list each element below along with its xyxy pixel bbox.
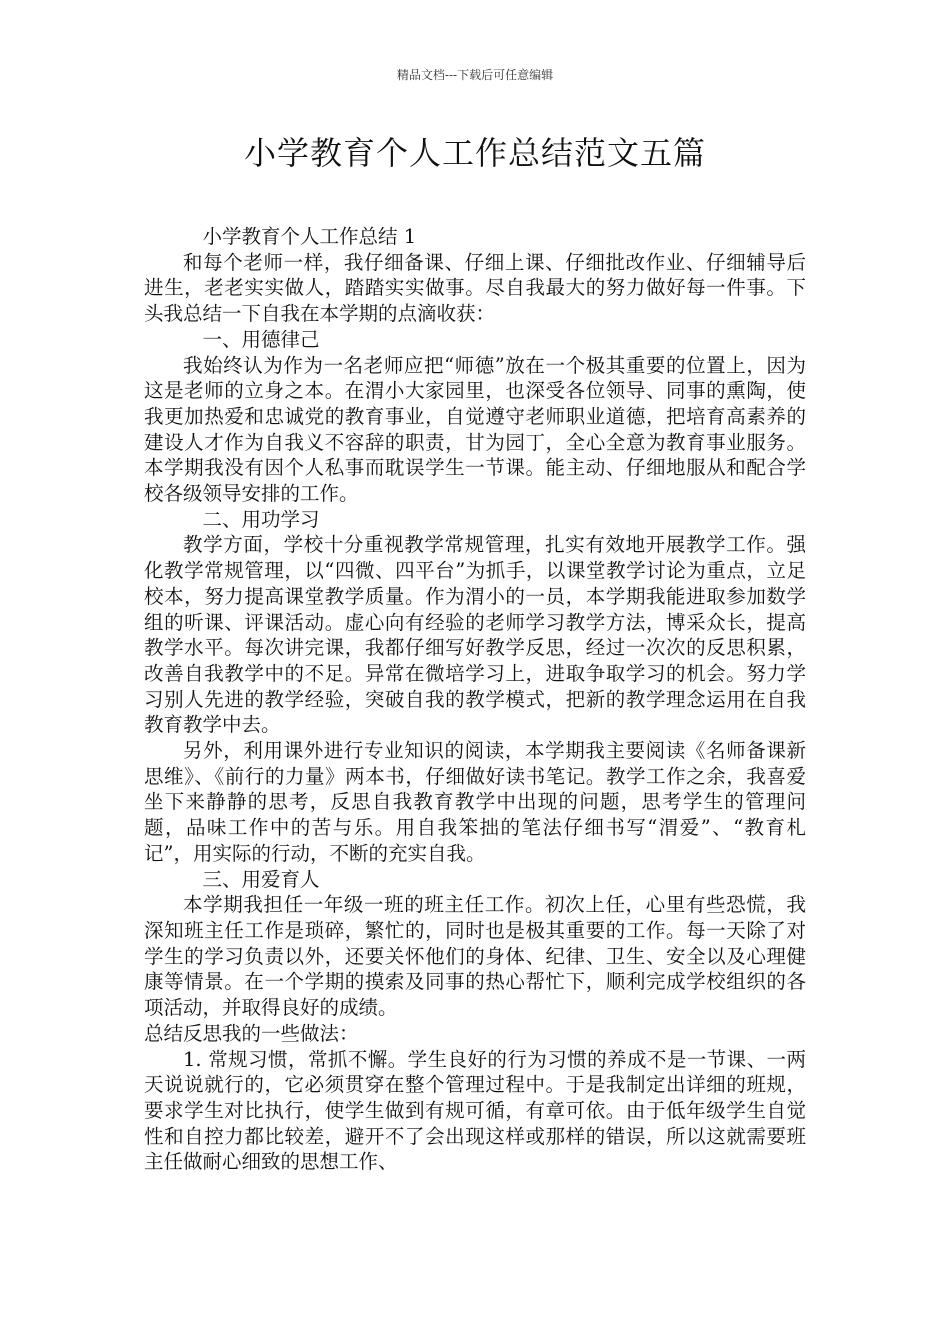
body-paragraph: 我始终认为作为一名老师应把“师德”放在一个极其重要的位置上，因为这是老师的立身之本。在渭小大家园里，也深受各位领导、同事的熏陶，使我更加热爱和忠诚党的教育事业，自觉遵守老师职业道德，把培育高素养的建设人才作为自我义不容辞的职责，甘为园丁，全心全意为教育事业服务。本学期我没有因个人私事而耽误学生一节课。能主动、仔细地服从和配合学校各级领导安排的工作。	[144, 353, 806, 506]
body-paragraph: 本学期我担任一年级一班的班主任工作。初次上任，心里有些恐慌，我深知班主任工作是琐碎，繁忙的，同时也是极其重要的工作。每一天除了对学生的学习负责以外，还要关怀他们的身体、纪律、卫生、安全以及心理健康等情景。在一个学期的摸索及同事的热心帮忙下，顺利完成学校组织的各项活动，并取得良好的成绩。	[144, 893, 806, 1020]
body-paragraph: 总结反思我的一些做法：	[144, 1021, 359, 1045]
body-paragraph: 1. 常规习惯，常抓不懈。学生良好的行为习惯的养成不是一节课、一两天说说就行的，它必须贯穿在整个管理过程中。于是我制定出详细的班规，要求学生对比执行，使学生做到有规可循，有章可依。由于低年级学生自觉性和自控力都比较差，避开不了会出现这样或那样的错误，所以这就需要班主任做耐心细致的思想工作、	[144, 1047, 806, 1174]
body-paragraph: 教学方面，学校十分重视教学常规管理，扎实有效地开展教学工作。强化教学常规管理，以“四微、四平台”为抓手，以课堂教学讨论为重点，立足校本，努力提高课堂教学质量。作为渭小的一员，本学期我能进取参加数学组的听课、评课活动。虚心向有经验的老师学习教学方法，博采众长，提高教学水平。每次讲完课，我都仔细写好教学反思，经过一次次的反思积累，改善自我教学中的不足。异常在微培学习上，进取争取学习的机会。努力学习别人先进的教学经验，突破自我的教学模式，把新的教学理念运用在自我教育教学中去。	[144, 533, 806, 737]
document-body	[144, 224, 806, 1175]
section-heading: 二、用功学习	[202, 507, 320, 531]
section-heading: 一、用德律己	[202, 327, 320, 351]
header-note: 精品文档---下载后可任意编辑	[396, 68, 554, 82]
section-heading: 小学教育个人工作总结 1	[202, 225, 417, 248]
body-paragraph: 和每个老师一样，我仔细备课、仔细上课、仔细批改作业、仔细辅导后进生，老老实实做人，踏踏实实做事。尽自我最大的努力做好每一件事。下头我总结一下自我在本学期的点滴收获：	[144, 250, 806, 326]
body-paragraph: 另外，利用课外进行专业知识的阅读，本学期我主要阅读《名师备课新思维》、《前行的力量》两本书，仔细做好读书笔记。教学工作之余，我喜爱坐下来静静的思考，反思自我教育教学中出现的问题，思考学生的管理问题，品味工作中的苦与乐。用自我笨拙的笔法仔细书写“渭爱”、“教育札记”，用实际的行动，不断的充实自我。	[144, 739, 806, 865]
section-heading: 三、用爱育人	[202, 867, 320, 891]
document-title: 小学教育个人工作总结范文五篇	[243, 134, 706, 172]
